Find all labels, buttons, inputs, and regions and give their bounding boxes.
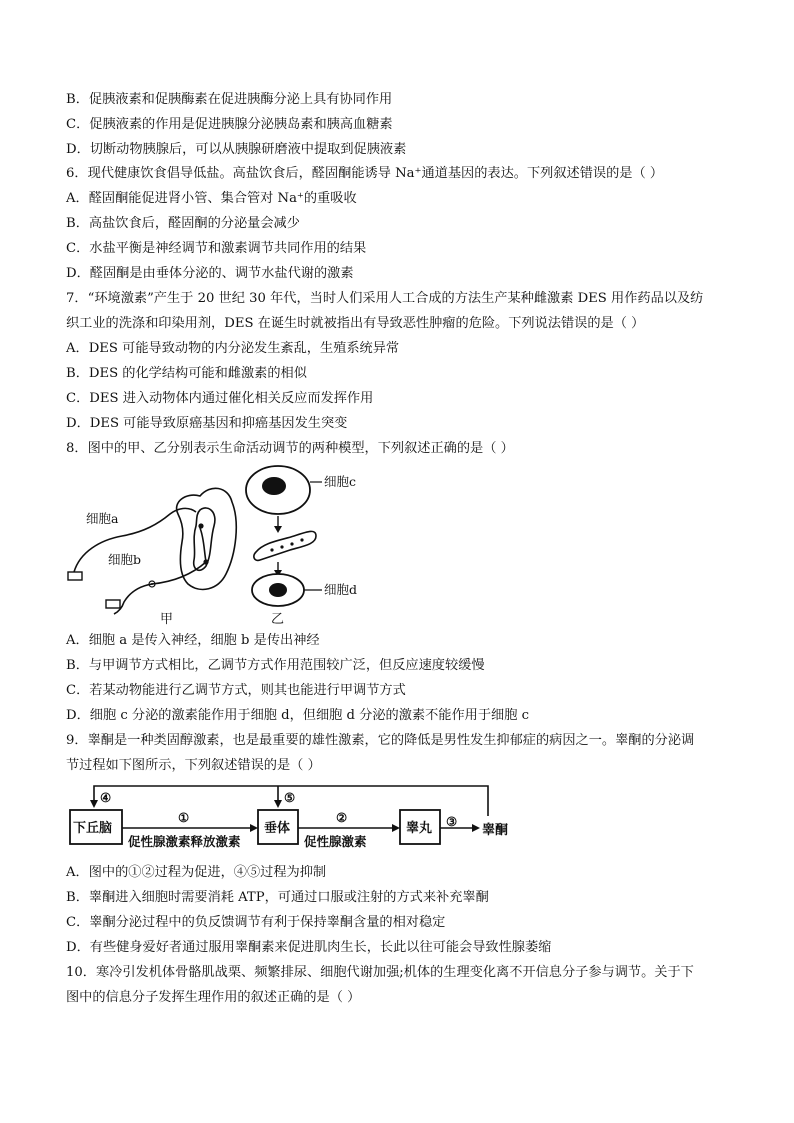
q5-option-d: D．切断动物胰腺后，可以从胰腺研磨液中提取到促胰液素 <box>66 142 407 157</box>
label-grh: 促性腺激素释放激素 <box>128 834 241 849</box>
q7-option-d: D．DES 可能导致原癌基因和抑癌基因发生突变 <box>66 416 348 431</box>
q6-stem: 6．现代健康饮食倡导低盐。高盐饮食后，醛固酮能诱导 Na⁺通道基因的表达。下列叙述错误的是（ ） <box>66 166 664 181</box>
label-cell-a: 细胞a <box>86 511 119 526</box>
q7-option-a: A．DES 可能导致动物的内分泌发生紊乱，生殖系统异常 <box>66 341 400 356</box>
q6-option-c: C．水盐平衡是神经调节和激素调节共同作用的结果 <box>66 241 367 256</box>
figure-jia-reflex-arc <box>74 488 236 614</box>
label-cell-d: 细胞d <box>324 582 358 597</box>
q9-option-d: D．有些健身爱好者通过服用睾酮素来促进肌肉生长，长此以往可能会导致性腺萎缩 <box>66 940 552 955</box>
label-cell-c: 细胞c <box>324 474 357 489</box>
label-testis: 睾丸 <box>406 821 433 836</box>
q7-stem-line2: 织工业的洗涤和印染用剂，DES 在诞生时就被指出有导致恶性肿瘤的危险。下列说法错误的是（ ） <box>66 316 645 331</box>
q7-stem-line1: 7．“环境激素”产生于 20 世纪 30 年代，当时人们采用人工合成的方法生产某种雌激素 DES 用作药品以及纺 <box>66 291 704 306</box>
q5-option-b: B．促胰液素和促胰酶素在促进胰酶分泌上具有协同作用 <box>66 92 393 107</box>
q9-option-a: A．图中的①②过程为促进，④⑤过程为抑制 <box>66 865 327 880</box>
marker-1: ① <box>178 810 190 825</box>
marker-3: ③ <box>446 814 458 829</box>
label-testosterone: 睾酮 <box>482 823 509 838</box>
q8-option-b: B．与甲调节方式相比，乙调节方式作用范围较广泛，但反应速度较缓慢 <box>66 658 485 673</box>
q8-figure <box>60 462 390 630</box>
label-jia: 甲 <box>160 612 174 627</box>
marker-2: ② <box>336 810 348 825</box>
q8-option-a: A．细胞 a 是传入神经，细胞 b 是传出神经 <box>66 633 320 648</box>
q6-option-d: D．醛固酮是由垂体分泌的、调节水盐代谢的激素 <box>66 266 354 281</box>
q8-stem: 8．图中的甲、乙分别表示生命活动调节的两种模型，下列叙述正确的是（ ） <box>66 441 514 456</box>
marker-5: ⑤ <box>284 790 296 805</box>
cell-d-nucleus <box>269 583 287 597</box>
label-cell-b: 细胞b <box>108 552 142 567</box>
q7-option-c: C．DES 进入动物体内通过催化相关反应而发挥作用 <box>66 391 374 406</box>
figure-yi-hormone <box>246 466 322 606</box>
label-hypothalamus: 下丘脑 <box>73 821 113 836</box>
q9-option-b: B．睾酮进入细胞时需要消耗 ATP，可通过口服或注射的方式来补充睾酮 <box>66 890 489 905</box>
q10-stem-line2: 图中的信息分子发挥生理作用的叙述正确的是（ ） <box>66 990 361 1005</box>
label-yi: 乙 <box>271 612 285 627</box>
q10-stem-line1: 10．寒冷引发机体骨骼肌战栗、频繁排尿、细胞代谢加强;机体的生理变化离不开信息分子参与调节。关于下 <box>66 965 694 980</box>
q9-flow-diagram <box>60 780 520 858</box>
cell-c-nucleus <box>262 477 286 495</box>
q9-stem-line1: 9．睾酮是一种类固醇激素，也是最重要的雄性激素，它的降低是男性发生抑郁症的病因之一。睾酮的分泌调 <box>66 733 695 748</box>
receptor-box <box>68 572 82 580</box>
q6-option-b: B．高盐饮食后，醛固酮的分泌量会减少 <box>66 216 300 231</box>
q8-option-d: D．细胞 c 分泌的激素能作用于细胞 d，但细胞 d 分泌的激素不能作用于细胞 c <box>66 708 530 723</box>
label-pituitary: 垂体 <box>264 821 291 836</box>
q8-option-c: C．若某动物能进行乙调节方式，则其也能进行甲调节方式 <box>66 683 406 698</box>
blood-vessel <box>254 531 316 560</box>
q6-option-a: A．醛固酮能促进肾小管、集合管对 Na⁺的重吸收 <box>66 191 357 206</box>
q7-option-b: B．DES 的化学结构可能和雌激素的相似 <box>66 366 307 381</box>
q5-option-c: C．促胰液素的作用是促进胰腺分泌胰岛素和胰高血糖素 <box>66 117 393 132</box>
marker-4: ④ <box>100 790 112 805</box>
effector-box <box>106 600 120 608</box>
q9-option-c: C．睾酮分泌过程中的负反馈调节有利于保持睾酮含量的相对稳定 <box>66 915 446 930</box>
q9-stem-line2: 节过程如下图所示，下列叙述错误的是（ ） <box>66 758 321 773</box>
label-gth: 促性腺激素 <box>304 834 367 849</box>
